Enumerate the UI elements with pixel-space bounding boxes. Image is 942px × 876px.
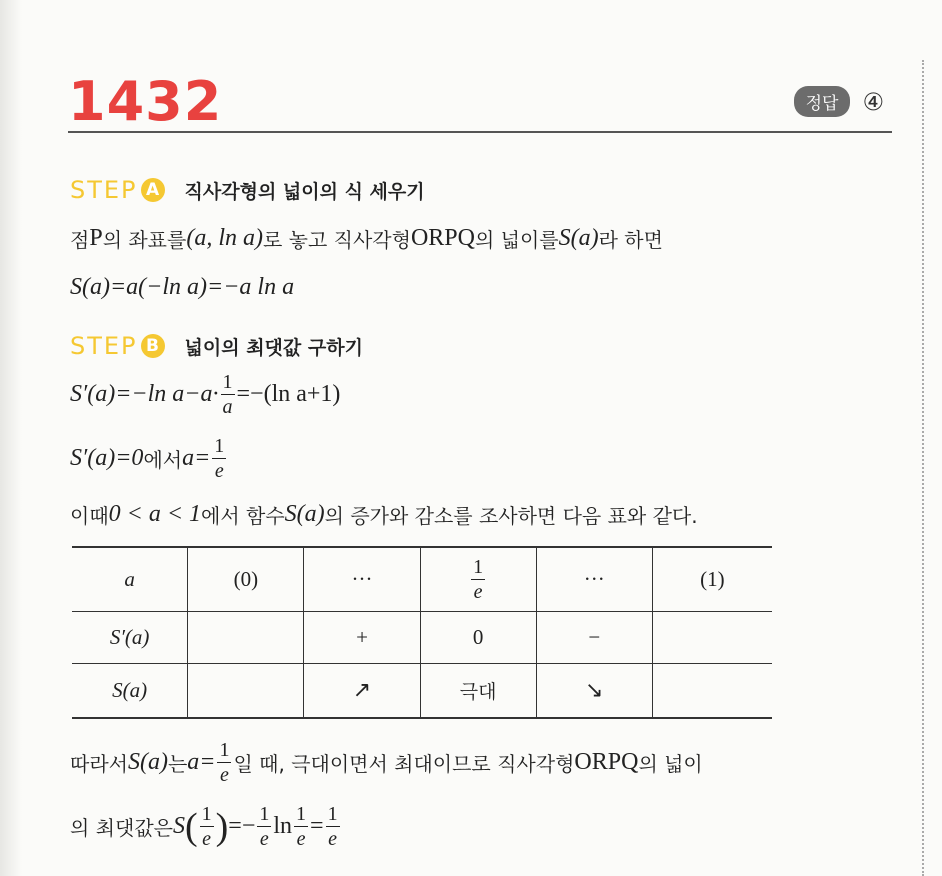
table-cell: 극대 [420,663,536,718]
table-cell: (1) [652,547,772,611]
conclusion-line2 [70,804,342,849]
point-p: P [89,225,103,251]
text-segment: 에서 함수 [201,504,285,528]
fraction-denominator: e [220,764,229,786]
fraction-denominator: e [328,828,338,850]
table-row [72,547,772,611]
derivative-rhs: =−(ln a+1) [236,381,341,407]
derivative-lhs: S′(a)=−ln a−a· [70,381,219,407]
step-a-word: STEP [70,176,138,204]
text-segment: 의 최댓값은 [70,816,173,840]
area-function: S(a) [284,501,325,527]
left-paren: ( [184,805,198,848]
margin-dotted-line [922,60,924,876]
text-segment: 일 때, 극대이면서 최대이므로 직사각형 [233,752,575,776]
table-cell [188,611,304,663]
page-edge-shadow [0,0,22,876]
fraction-numerator: 1 [327,803,338,825]
rect-name: ORPQ [574,749,639,775]
step-b-letter: B [141,334,165,358]
text-segment: 의 넓이를 [474,228,559,252]
text-segment: 의 증가와 감소를 조사하면 다음 표와 같다. [324,504,698,528]
derivative-zero: S′(a)=0 [70,445,144,471]
equals-minus: =− [228,813,256,839]
decreasing-arrow-icon: ↘ [536,663,652,718]
fraction-1-over-e [200,804,214,849]
table-cell [188,663,304,718]
fraction-denominator: e [214,460,224,482]
fraction-denominator: e [259,828,269,850]
text-segment: 의 넓이 [638,752,703,776]
table-cell-critical [420,547,536,611]
area-formula: S(a)=a(−ln a)=−a ln a [70,274,295,300]
table-cell: + [304,611,420,663]
step-a-line2 [70,274,294,301]
answer-area [794,86,884,117]
fraction-1-over-e [217,740,231,785]
table-cell: S(a) [112,677,148,702]
right-paren: ) [215,805,229,848]
area-function-name: S [172,813,185,839]
interval-expr: 0 < a < 1 [108,501,202,527]
table-cell [652,663,772,718]
rect-name: ORPQ [410,225,475,251]
critical-var: a= [187,749,216,775]
text-segment: 따라서 [70,752,128,776]
text-segment: 이때 [70,504,109,528]
fraction-1-over-e [257,804,271,849]
fraction-numerator: 1 [214,435,225,457]
table-cell: S′(a) [109,624,150,649]
table-cell: − [536,611,652,663]
step-b-heading [70,332,363,360]
table-cell: (0) [188,547,304,611]
fraction-numerator: 1 [296,803,307,825]
header-rule [68,131,892,133]
fraction-denominator: a [222,396,233,418]
conclusion-line1 [70,740,703,785]
equals-sign: = [310,813,324,839]
increase-decrease-table [72,546,772,719]
step-a-line1 [70,224,663,253]
fraction-1-over-e [294,804,308,849]
text-segment: 라 하면 [598,228,663,252]
fraction-1-over-a [221,372,235,417]
fraction-denominator: e [202,828,212,850]
fraction-1-over-e [326,804,340,849]
increasing-arrow-icon: ↗ [304,663,420,718]
interval-line [70,500,698,529]
fraction-numerator: 1 [259,803,270,825]
table-cell: ··· [536,547,652,611]
answer-badge: 정답 [794,86,851,117]
answer-value: ④ [862,87,884,116]
problem-number: 1432 [68,70,223,133]
fraction-numerator: 1 [201,803,212,825]
table-row [72,663,772,718]
fraction-1-over-e [212,436,226,481]
table-cell: ··· [304,547,420,611]
table-cell: a [124,566,135,591]
area-function: S(a) [558,225,599,251]
fraction-denominator: e [473,580,483,603]
derivative-line [70,372,340,417]
fraction-numerator: 1 [222,371,233,393]
table-cell: 0 [420,611,536,663]
ln-operator: ln [273,813,293,839]
step-a-title: 직사각형의 넓이의 식 세우기 [184,180,425,203]
critical-point-line [70,436,228,481]
step-b-title: 넓이의 최댓값 구하기 [184,336,363,359]
fraction-denominator: e [296,828,306,850]
coordinate-expr: (a, ln a) [186,225,263,251]
critical-var: a= [182,445,211,471]
text-segment: 점 [70,228,90,252]
table-row [72,611,772,663]
text-segment: 로 놓고 직사각형 [262,228,411,252]
text-segment: 의 좌표를 [102,228,187,252]
fraction-1-over-e [471,557,485,602]
fraction-numerator: 1 [473,555,484,578]
table-cell [652,611,772,663]
fraction-numerator: 1 [219,739,230,761]
text-segment: 는 [167,752,188,776]
step-a-heading [70,176,425,204]
text-segment: 에서 [143,448,183,472]
area-function: S(a) [127,749,168,775]
step-a-letter: A [141,178,165,202]
step-b-word: STEP [70,332,138,360]
